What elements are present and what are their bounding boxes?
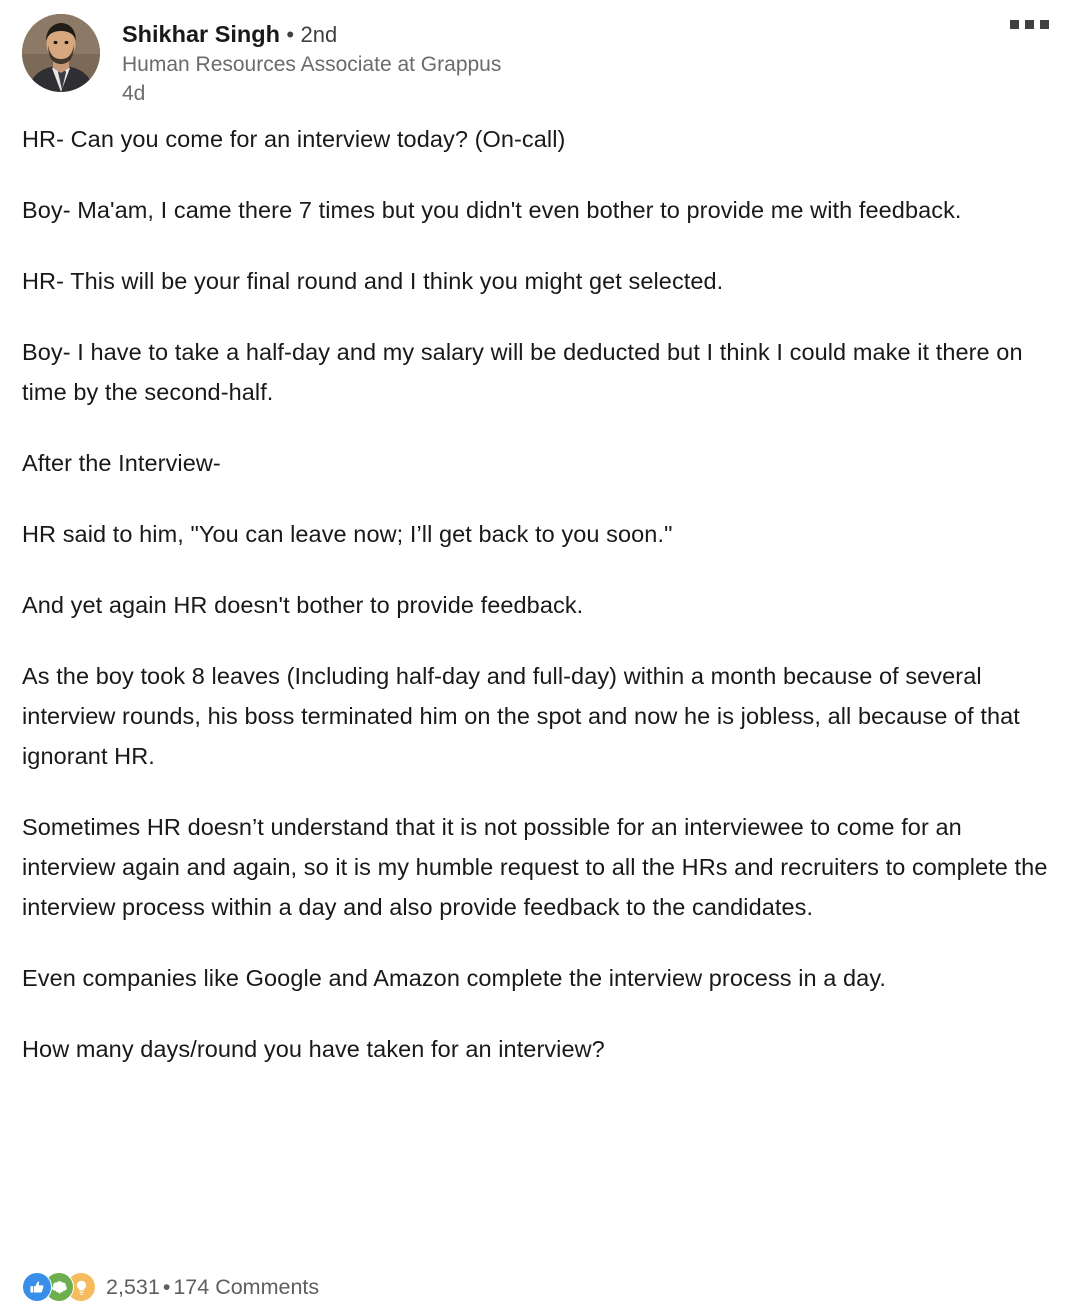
post-paragraph: How many days/round you have taken for an interview? (22, 1036, 605, 1062)
post-paragraph: HR- Can you come for an interview today? (On-call) (22, 126, 566, 152)
post-text (22, 119, 1053, 1069)
reaction-count[interactable]: 2,531 (106, 1275, 160, 1299)
counts-separator: • (162, 1275, 171, 1299)
author-headline: Human Resources Associate at Grappus (122, 53, 502, 76)
avatar[interactable] (22, 14, 100, 92)
connection-degree: 2nd (300, 22, 338, 47)
like-reaction-icon[interactable] (22, 1272, 52, 1302)
name-separator: • (286, 22, 295, 47)
author-name-line (122, 20, 1000, 49)
post-author-info (122, 14, 1000, 107)
reaction-icons[interactable] (22, 1272, 96, 1302)
author-name[interactable]: Shikhar Singh (122, 21, 280, 47)
comment-count[interactable]: 174 Comments (173, 1275, 320, 1299)
post-paragraph: HR said to him, "You can leave now; I’ll get back to you soon." (22, 521, 673, 547)
post-header (22, 14, 1053, 111)
post-paragraph: After the Interview- (22, 450, 221, 476)
post-paragraph: Boy- Ma'am, I came there 7 times but you didn't even bother to provide me with feedback. (22, 197, 962, 223)
social-counts (106, 1274, 319, 1300)
post-timestamp: 4d (122, 82, 146, 105)
post-paragraph: Boy- I have to take a half-day and my salary will be deducted but I think I could make it there on time by the second-half. (22, 339, 1023, 405)
post-paragraph: Even companies like Google and Amazon complete the interview process in a day. (22, 965, 887, 991)
user-avatar-photo-icon (22, 14, 100, 92)
more-options-button[interactable] (1000, 14, 1053, 29)
post-paragraph: As the boy took 8 leaves (Including half-day and full-day) within a month because of several interview rounds, his boss terminated him on the spot and now he is jobless, all because of that ignorant HR. (22, 663, 1020, 769)
social-proof-bar (22, 1270, 319, 1304)
post-paragraph: HR- This will be your final round and I think you might get selected. (22, 268, 724, 294)
post-paragraph: Sometimes HR doesn’t understand that it is not possible for an interviewee to come for an interview again and again, so it is my humble request to all the HRs and recruiters to complete the interview process within a day and also provide feedback to the candidates. (22, 814, 1048, 920)
more-options-icon (1010, 20, 1049, 29)
post-paragraph: And yet again HR doesn't bother to provide feedback. (22, 592, 584, 618)
